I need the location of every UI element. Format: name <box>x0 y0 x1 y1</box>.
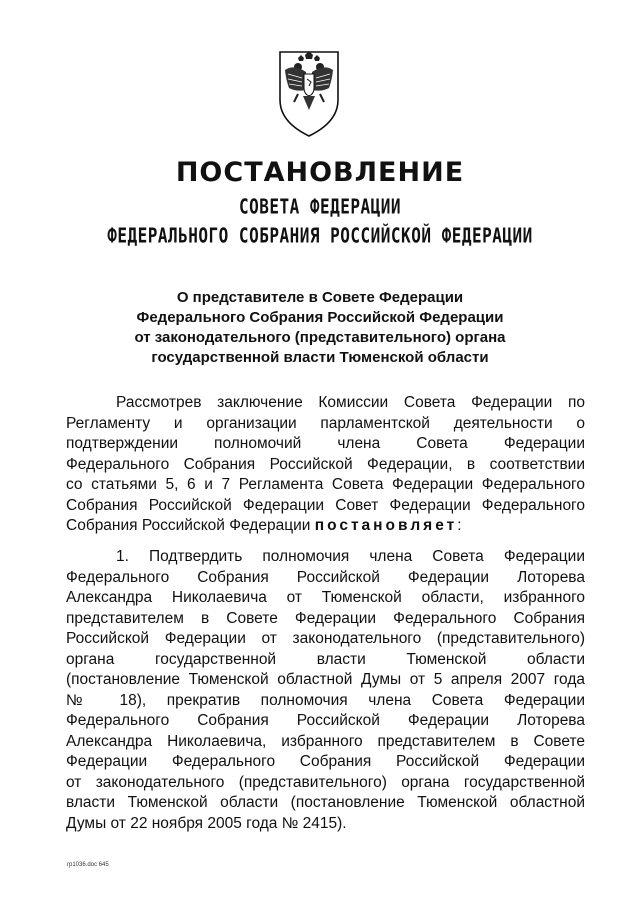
paragraph-line: Думы от 22 ноября 2005 года № 2415). <box>66 814 347 832</box>
paragraph-line: Собрания Российской Федерации Совет Федерации Федерального <box>66 496 585 514</box>
subject-line: от законодательного (представительного) органа <box>134 329 506 346</box>
paragraph-line: Регламенту и организации парламентской деятельности о <box>66 414 585 432</box>
state-emblem-icon <box>276 48 342 140</box>
decree-word: постановляет <box>314 517 458 534</box>
preamble-paragraph <box>66 393 585 537</box>
paragraph-line: органа государственной власти Тюменской области <box>66 650 585 668</box>
paragraph-line: со статьями 5, 6 и 7 Регламента Совета Федерации Федерального <box>66 476 585 493</box>
subject-line: О представителе в Совете Федерации <box>176 289 464 306</box>
paragraph-line: Федерации Федерального Собрания Российской Федерации <box>66 753 585 770</box>
document-title: ПОСТАНОВЛЕНИЕ <box>175 157 465 188</box>
paragraph-line: 1. Подтвердить полномочия члена Совета Федерации <box>116 548 585 565</box>
paragraph-line: Собрания Российской Федерации <box>66 517 311 534</box>
paragraph-line: подтверждении полномочий члена Совета Федерации <box>66 435 585 452</box>
paragraph-line: Рассмотрев заключение Комиссии Совета Федерации по <box>116 394 585 411</box>
decision-paragraph-1 <box>66 547 585 834</box>
paragraph-line: Федерального Собрания Российской Федерации, в соответствии <box>66 455 585 473</box>
paragraph-line: № 18), прекратив полномочия члена Совета Федерации <box>66 691 585 709</box>
paragraph-line-final <box>66 516 585 537</box>
subject-line: Федерального Собрания Российской Федерации <box>136 309 504 326</box>
document-issuer-line2: ФЕДЕРАЛЬНОГО СОБРАНИЯ РОССИЙСКОЙ ФЕДЕРАЦИИ <box>107 223 533 248</box>
document-subject <box>60 288 580 368</box>
paragraph-line: (постановление Тюменской областной Думы от 5 апреля 2007 года <box>66 671 585 688</box>
paragraph-line: Александра Николаевича от Тюменской области, избранного <box>66 589 585 606</box>
paragraph-line: Федерального Собрания Российской Федерации Лоторева <box>66 568 585 586</box>
paragraph-line: Александра Николаевича, избранного представителем в Совете <box>66 732 585 750</box>
decree-colon: : <box>457 517 462 534</box>
subject-line: государственной власти Тюменской области <box>151 349 489 366</box>
file-reference: rp1036.doc 645 <box>67 862 109 868</box>
paragraph-line: от законодательного (представительного) органа государственной <box>66 773 585 791</box>
paragraph-line: Федерального Собрания Российской Федерации Лоторева <box>66 712 585 729</box>
document-issuer-line1: СОВЕТА ФЕДЕРАЦИИ <box>238 194 402 219</box>
paragraph-line: Российской Федерации от законодательного (представительного) <box>66 630 585 647</box>
paragraph-line: представителем в Совете Федерации Федерального Собрания <box>66 609 585 627</box>
paragraph-line: власти Тюменской области (постановление Тюменской областной <box>66 794 585 811</box>
